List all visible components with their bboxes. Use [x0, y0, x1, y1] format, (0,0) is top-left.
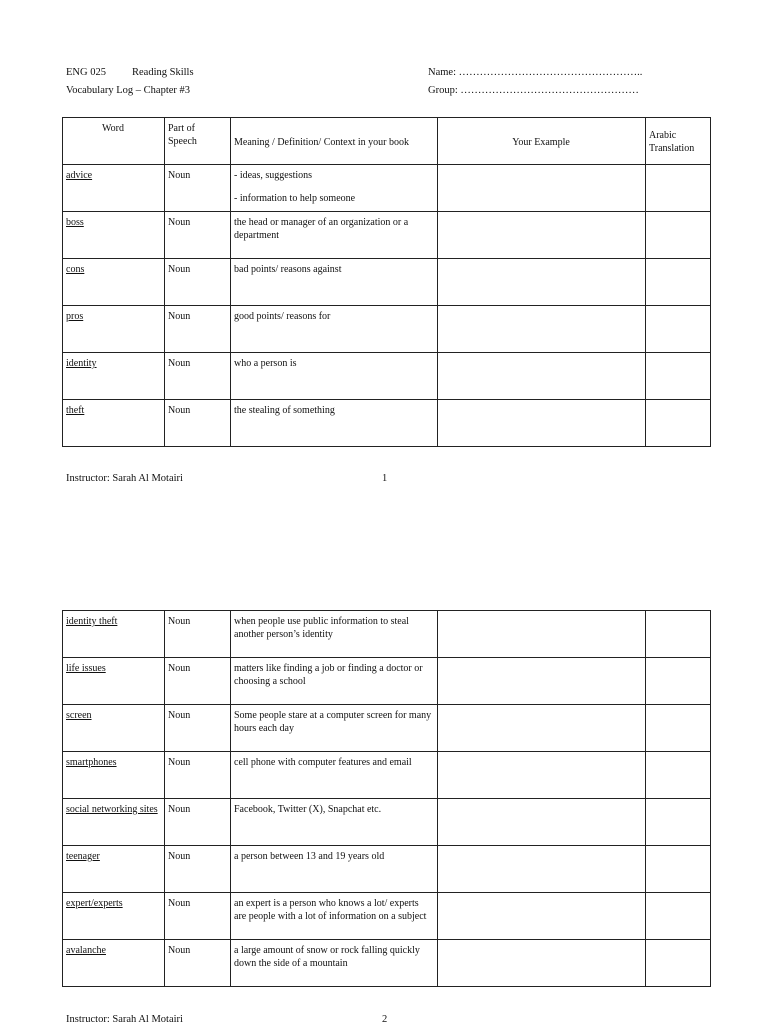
- part-of-speech: Noun: [165, 400, 231, 447]
- page-number: 2: [382, 1014, 388, 1025]
- example-cell[interactable]: [438, 611, 646, 658]
- arabic-translation-cell[interactable]: [646, 306, 711, 353]
- vocab-word: boss: [66, 217, 84, 228]
- meaning-text: the head or manager of an organization or a department: [231, 212, 438, 259]
- vocab-word: life issues: [66, 663, 106, 674]
- example-cell[interactable]: [438, 705, 646, 752]
- meaning-cell: [231, 165, 438, 212]
- vocabulary-table-page2: [62, 610, 711, 987]
- arabic-translation-cell[interactable]: [646, 400, 711, 447]
- vocab-word: advice: [66, 170, 93, 181]
- table-row: [63, 212, 711, 259]
- meaning-text: cell phone with computer features and email: [231, 752, 438, 799]
- table-header-row: [63, 118, 711, 165]
- meaning-text: when people use public information to steal another person’s identity: [231, 611, 438, 658]
- example-cell[interactable]: [438, 893, 646, 940]
- vocab-word: avalanche: [66, 945, 106, 956]
- table-row: [63, 752, 711, 799]
- table-row: [63, 940, 711, 987]
- table-row: [63, 799, 711, 846]
- meaning-text: Some people stare at a computer screen for many hours each day: [231, 705, 438, 752]
- table-row: [63, 893, 711, 940]
- arabic-translation-cell[interactable]: [646, 940, 711, 987]
- part-of-speech: Noun: [165, 306, 231, 353]
- part-of-speech: Noun: [165, 353, 231, 400]
- part-of-speech: Noun: [165, 752, 231, 799]
- instructor-footer: Instructor: Sarah Al Motairi: [66, 473, 183, 484]
- vocab-word: smartphones: [66, 757, 117, 768]
- table-row: [63, 165, 711, 212]
- table-row: [63, 259, 711, 306]
- name-field: Name: ……………………………………………..: [428, 67, 643, 78]
- example-cell[interactable]: [438, 259, 646, 306]
- arabic-translation-cell[interactable]: [646, 846, 711, 893]
- arabic-translation-cell[interactable]: [646, 611, 711, 658]
- example-cell[interactable]: [438, 940, 646, 987]
- group-field: Group: ……………………………………………: [428, 85, 639, 96]
- header-part-of-speech: Part of Speech: [165, 118, 231, 165]
- table-row: [63, 353, 711, 400]
- example-cell[interactable]: [438, 752, 646, 799]
- instructor-footer: Instructor: Sarah Al Motairi: [66, 1014, 183, 1025]
- meaning-text: Facebook, Twitter (X), Snapchat etc.: [231, 799, 438, 846]
- example-cell[interactable]: [438, 658, 646, 705]
- part-of-speech: Noun: [165, 705, 231, 752]
- table-row: [63, 658, 711, 705]
- meaning-text: who a person is: [231, 353, 438, 400]
- header-your-example: Your Example: [438, 118, 646, 165]
- arabic-translation-cell[interactable]: [646, 799, 711, 846]
- meaning-text: matters like finding a job or finding a doctor or choosing a school: [231, 658, 438, 705]
- part-of-speech: Noun: [165, 658, 231, 705]
- meaning-text: an expert is a person who knows a lot/ experts are people with a lot of information on a subject: [231, 893, 438, 940]
- page-number: 1: [382, 473, 388, 484]
- part-of-speech: Noun: [165, 611, 231, 658]
- part-of-speech: Noun: [165, 799, 231, 846]
- part-of-speech: Noun: [165, 893, 231, 940]
- table-row: [63, 846, 711, 893]
- meaning-text-2: - information to help someone: [234, 193, 356, 204]
- vocab-word: social networking sites: [66, 804, 158, 815]
- meaning-text: good points/ reasons for: [231, 306, 438, 353]
- table-row: [63, 705, 711, 752]
- vocab-word: teenager: [66, 851, 100, 862]
- course-code: ENG 025: [66, 67, 106, 78]
- table-row: [63, 611, 711, 658]
- header-meaning: Meaning / Definition/ Context in your book: [231, 118, 438, 165]
- vocab-word: screen: [66, 710, 92, 721]
- vocabulary-log-title: Vocabulary Log – Chapter #3: [66, 85, 191, 96]
- part-of-speech: Noun: [165, 846, 231, 893]
- meaning-text: a person between 13 and 19 years old: [231, 846, 438, 893]
- meaning-text: bad points/ reasons against: [231, 259, 438, 306]
- meaning-text: a large amount of snow or rock falling quickly down the side of a mountain: [231, 940, 438, 987]
- meaning-text: the stealing of something: [231, 400, 438, 447]
- part-of-speech: Noun: [165, 259, 231, 306]
- arabic-translation-cell[interactable]: [646, 893, 711, 940]
- example-cell[interactable]: [438, 353, 646, 400]
- vocab-word: theft: [66, 405, 85, 416]
- vocab-word: identity theft: [66, 616, 118, 627]
- arabic-translation-cell[interactable]: [646, 165, 711, 212]
- part-of-speech: Noun: [165, 165, 231, 212]
- arabic-translation-cell[interactable]: [646, 752, 711, 799]
- header-arabic-translation: Arabic Translation: [646, 118, 711, 165]
- vocab-word: cons: [66, 264, 85, 275]
- course-subject: Reading Skills: [132, 67, 194, 78]
- header-word: Word: [63, 118, 165, 165]
- part-of-speech: Noun: [165, 212, 231, 259]
- example-cell[interactable]: [438, 212, 646, 259]
- arabic-translation-cell[interactable]: [646, 658, 711, 705]
- table-row: [63, 400, 711, 447]
- example-cell[interactable]: [438, 400, 646, 447]
- example-cell[interactable]: [438, 306, 646, 353]
- arabic-translation-cell[interactable]: [646, 212, 711, 259]
- arabic-translation-cell[interactable]: [646, 259, 711, 306]
- vocab-word: pros: [66, 311, 84, 322]
- arabic-translation-cell[interactable]: [646, 353, 711, 400]
- example-cell[interactable]: [438, 165, 646, 212]
- meaning-text: - ideas, suggestions: [234, 170, 313, 181]
- example-cell[interactable]: [438, 799, 646, 846]
- vocab-word: expert/experts: [66, 898, 123, 909]
- vocab-word: identity: [66, 358, 97, 369]
- arabic-translation-cell[interactable]: [646, 705, 711, 752]
- vocabulary-table-page1: [62, 117, 711, 447]
- table-row: [63, 306, 711, 353]
- part-of-speech: Noun: [165, 940, 231, 987]
- example-cell[interactable]: [438, 846, 646, 893]
